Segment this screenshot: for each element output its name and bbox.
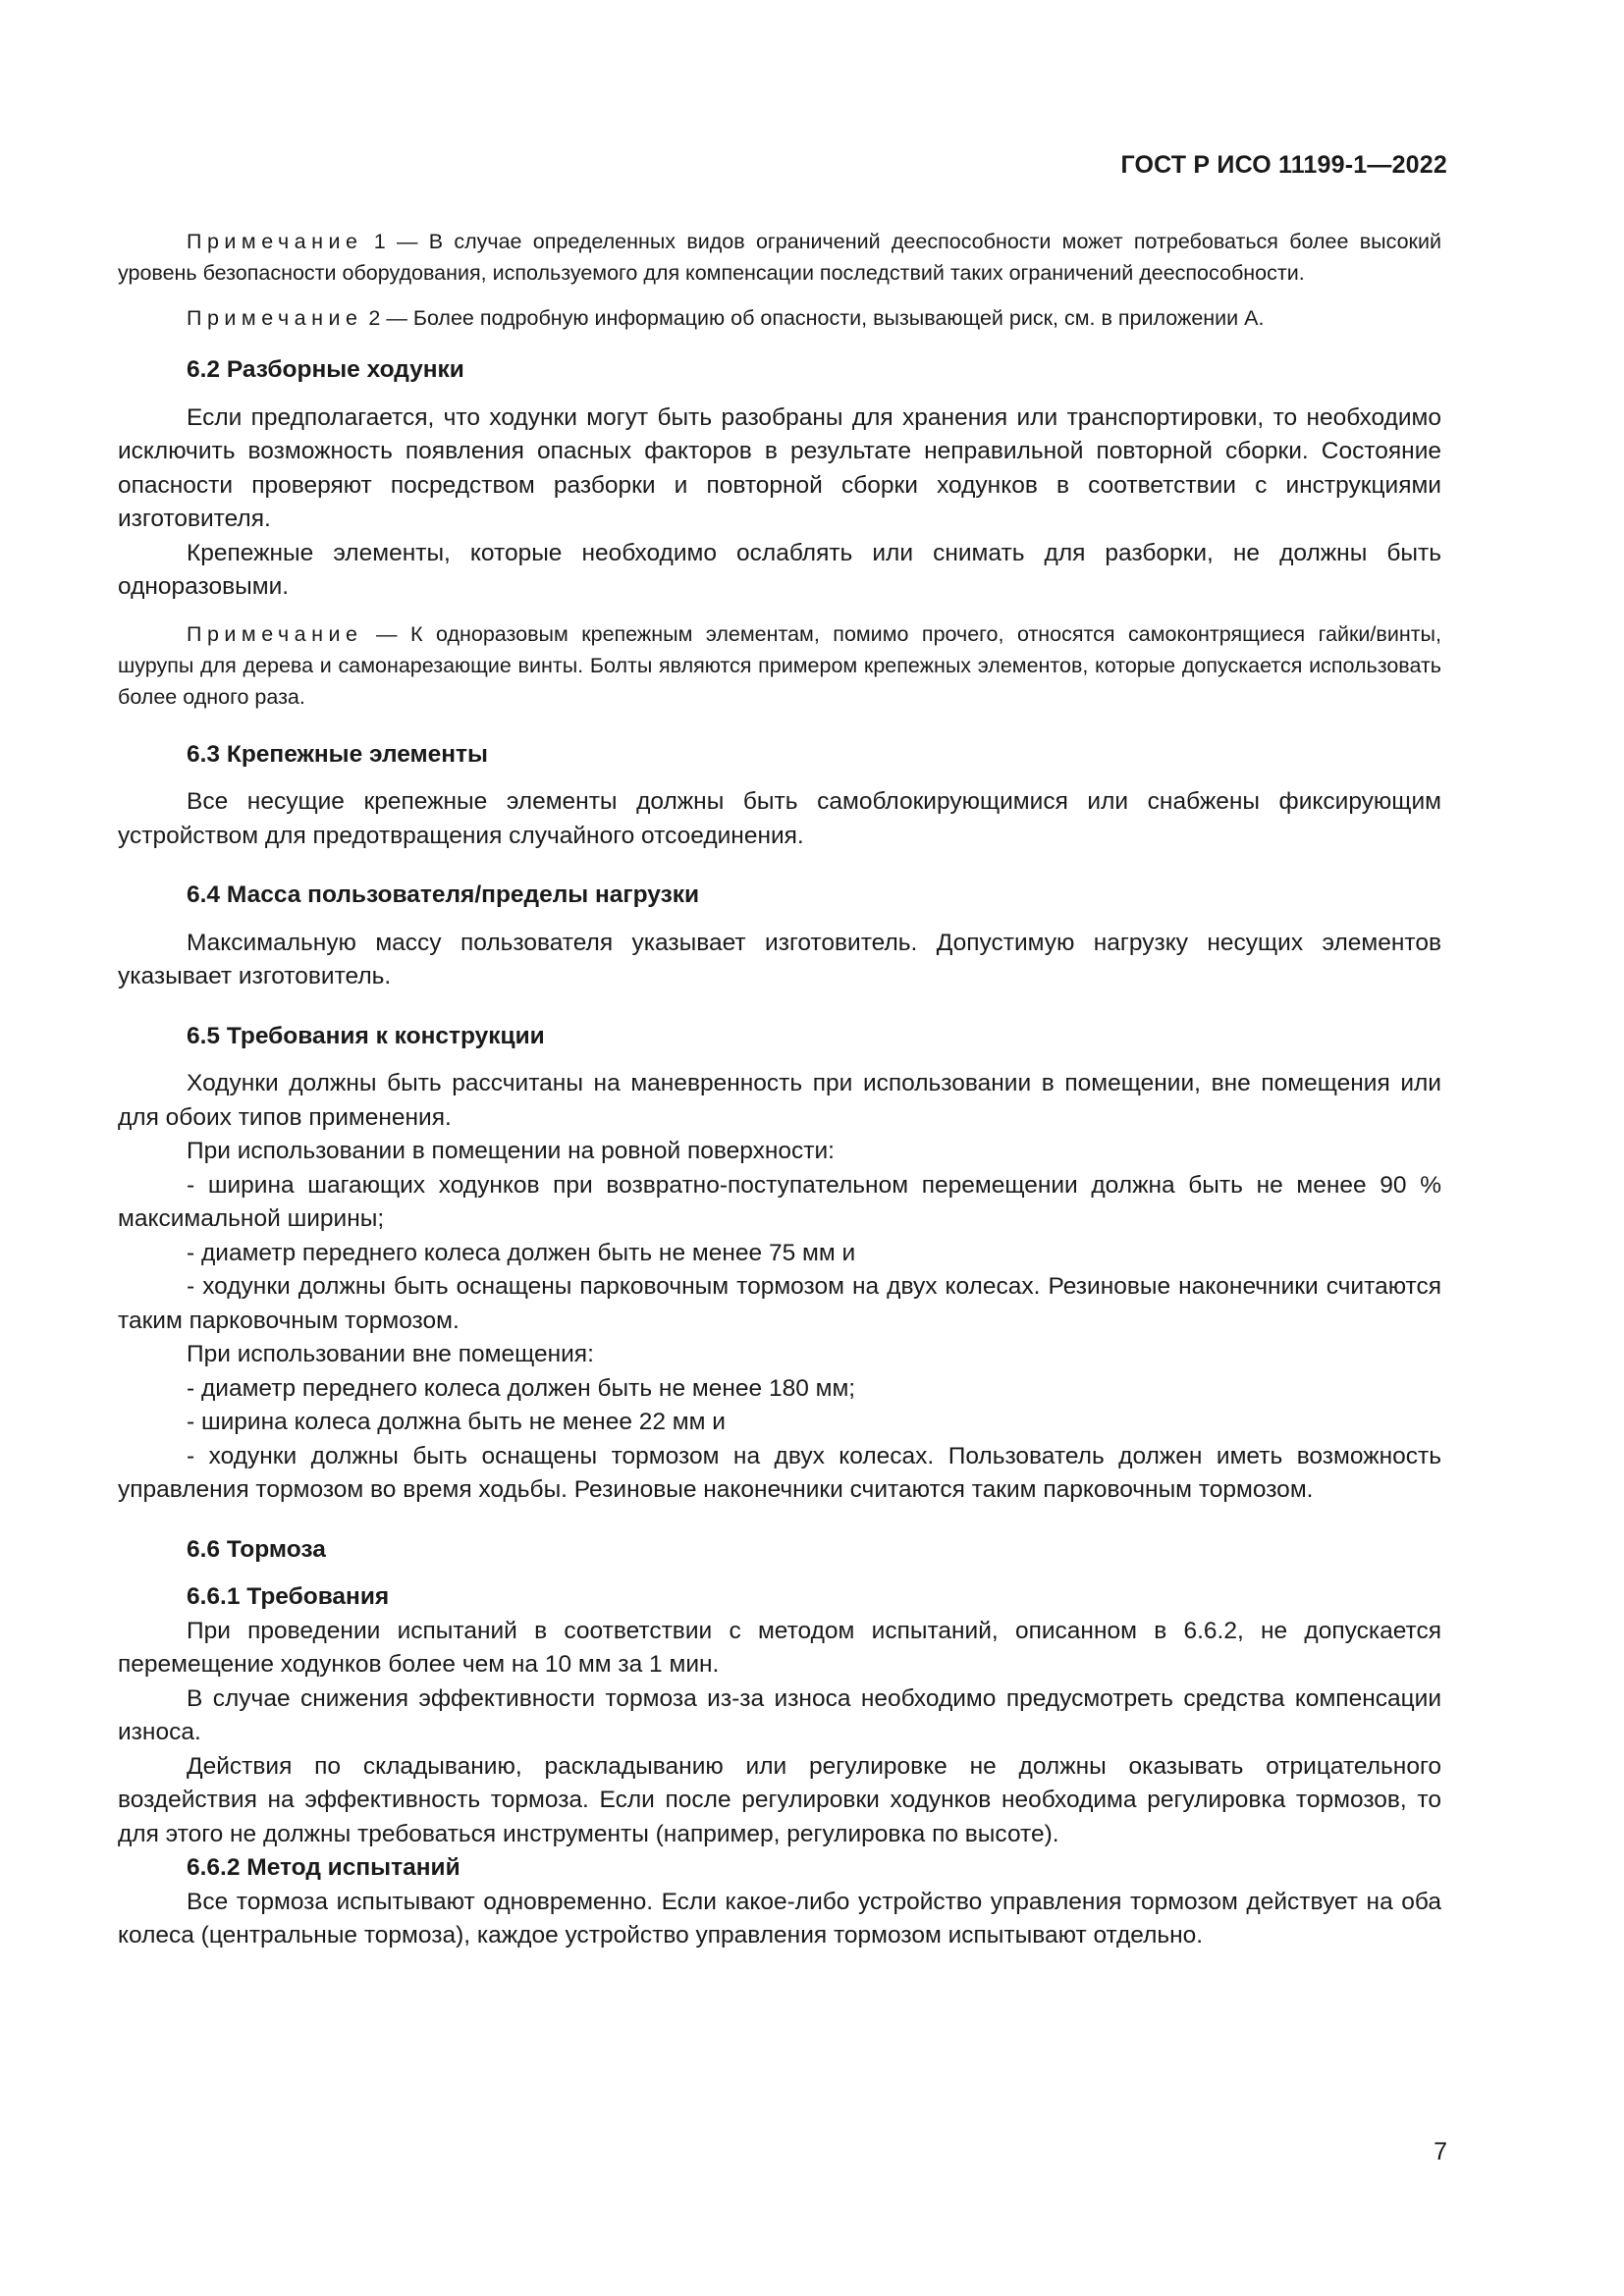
list-item: - ходунки должны быть оснащены тормозом на двух колесах. Пользователь должен иметь возможность управления тормозом во время ходьбы. Резиновые наконечники считаются таким парковочным тормозом.: [118, 1442, 1441, 1503]
list-item: - диаметр переднего колеса должен быть не менее 180 мм;: [187, 1374, 856, 1402]
list-item: - ходунки должны быть оснащены парковочным тормозом на двух колесах. Резиновые наконечники считаются таким парковочным тормозом.: [118, 1273, 1441, 1334]
section-heading-6-3: 6.3 Крепежные элементы: [187, 740, 488, 768]
note-2: [118, 302, 1441, 334]
section-heading-6-4: 6.4 Масса пользователя/пределы нагрузки: [187, 881, 700, 908]
section-heading-6-6: 6.6 Тормоза: [187, 1535, 326, 1563]
paragraph: При использовании в помещении на ровной поверхности:: [187, 1138, 835, 1164]
paragraph: Крепежные элементы, которые необходимо ослаблять или снимать для разборки, не должны быть одноразовыми.: [118, 539, 1441, 600]
section-heading-6-5: 6.5 Требования к конструкции: [187, 1022, 545, 1049]
page-number: 7: [1434, 2138, 1447, 2165]
paragraph: При проведении испытаний в соответствии с методом испытаний, описанном в 6.6.2, не допускается перемещение ходунков более чем на 10 мм за 1 мин.: [118, 1617, 1441, 1678]
document-body: [118, 226, 1441, 1953]
note-6-2: [118, 618, 1441, 713]
note-text: 2 — Более подробную информацию об опасности, вызывающей риск, см. в приложении А.: [362, 306, 1265, 330]
note-1: [118, 226, 1441, 289]
subsection-heading-6-6-1: 6.6.1 Требования: [187, 1583, 390, 1610]
document-header-title: ГОСТ Р ИСО 11199-1—2022: [1120, 151, 1447, 179]
paragraph: Если предполагается, что ходунки могут быть разобраны для хранения или транспортировки, то необходимо исключить возможность появления опасных факторов в результате неправильной повторной сборки. Состояние опасности проверяют посредством разборки и повторной сборки ходунков в соответствии с инструкциями изготовителя.: [118, 403, 1441, 532]
note-label: Примечание: [187, 621, 363, 646]
paragraph: Ходунки должны быть рассчитаны на маневренность при использовании в помещении, вне помещения или для обоих типов применения.: [118, 1070, 1441, 1131]
list-item: - диаметр переднего колеса должен быть не менее 75 мм и: [187, 1239, 856, 1266]
paragraph: Все несущие крепежные элементы должны быть самоблокирующимися или снабжены фиксирующим устройством для предотвращения случайного отсоединения.: [118, 788, 1441, 849]
note-label: Примечание: [187, 306, 363, 330]
paragraph: В случае снижения эффективности тормоза из-за износа необходимо предусмотреть средства компенсации износа.: [118, 1684, 1441, 1745]
paragraph: Действия по складыванию, раскладыванию или регулировке не должны оказывать отрицательного воздействия на эффективность тормоза. Если после регулировки ходунков необходима регулировка тормозов, то для этого не должны требоваться инструменты (например, регулировка по высоте).: [118, 1752, 1441, 1847]
paragraph: Максимальную массу пользователя указывает изготовитель. Допустимую нагрузку несущих элементов указывает изготовитель.: [118, 929, 1441, 989]
note-text: 1 — В случае определенных видов ограничений дееспособности может потребоваться более высокий уровень безопасности оборудования, используемого для компенсации последствий таких ограничений дееспособности.: [118, 230, 1441, 285]
list-item: - ширина колеса должна быть не менее 22 мм и: [187, 1409, 726, 1435]
section-heading-6-2: 6.2 Разборные ходунки: [187, 356, 464, 383]
paragraph: При использовании вне помещения:: [187, 1341, 594, 1367]
note-label: Примечание: [187, 230, 363, 253]
list-item: - ширина шагающих ходунков при возвратно-поступательном перемещении должна быть не менее 90 % максимальной ширины;: [118, 1171, 1441, 1232]
subsection-heading-6-6-2: 6.6.2 Метод испытаний: [187, 1854, 460, 1881]
paragraph: Все тормоза испытывают одновременно. Если какое-либо устройство управления тормозом действует на оба колеса (центральные тормоза), каждое устройство управления тормозом испытывают отдельно.: [118, 1888, 1441, 1949]
note-text: — К одноразовым крепежным элементам, помимо прочего, относятся самоконтрящиеся гайки/винты, шурупы для дерева и самонарезающие винты. Болты являются примером крепежных элементов, которые допускается использовать более одного раза.: [118, 621, 1441, 709]
